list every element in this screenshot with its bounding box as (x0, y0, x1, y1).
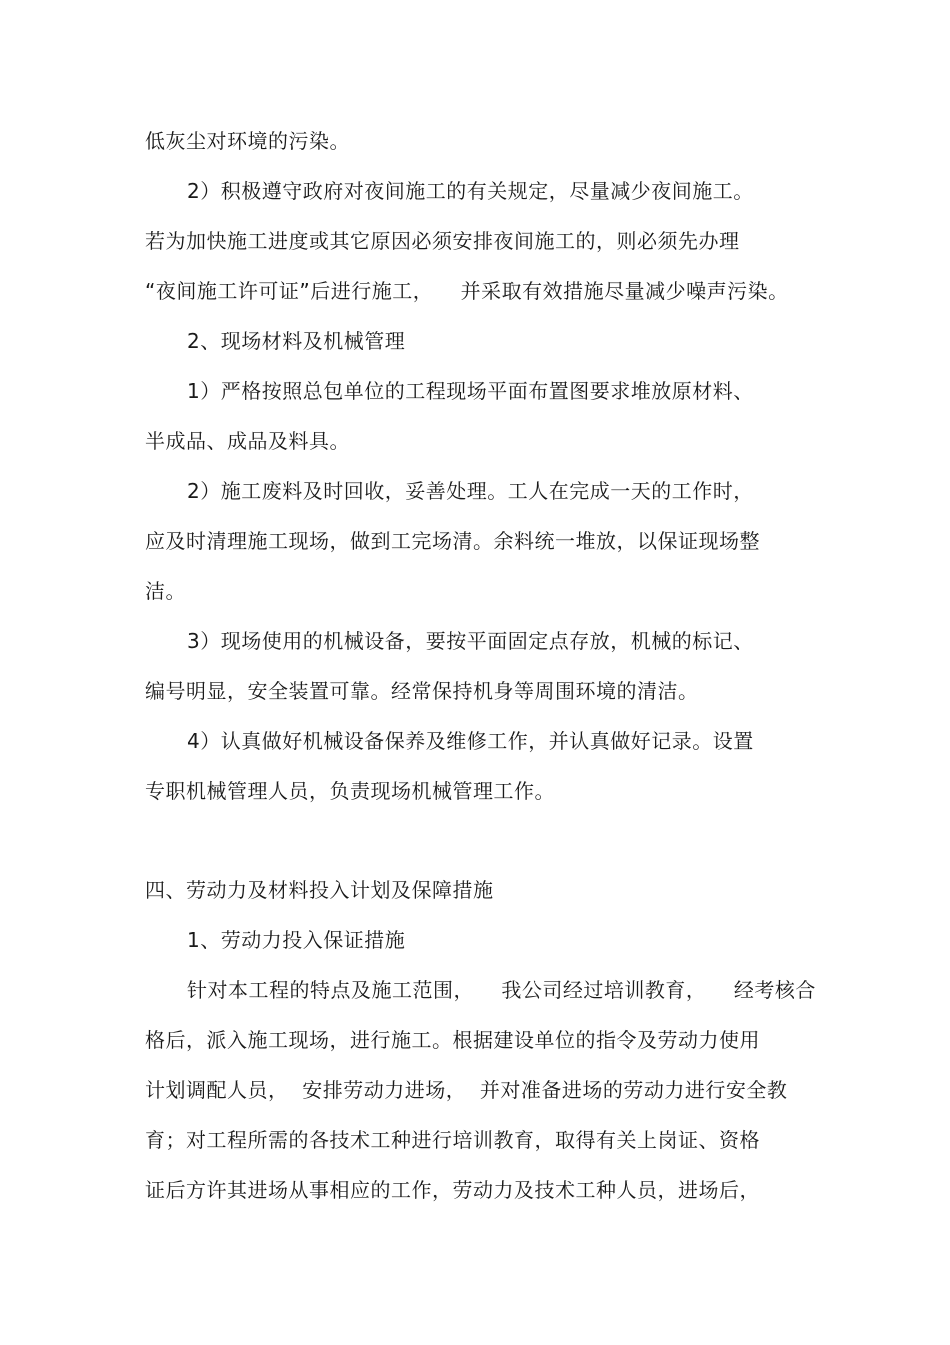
text-line: 半成品、成品及料具。 (145, 429, 350, 453)
section-heading: 1、劳动力投入保证措施 (187, 928, 406, 952)
text-line: 2）积极遵守政府对夜间施工的有关规定，尽量减少夜间施工。 (187, 179, 754, 203)
text-line: 低灰尘对环境的污染。 (145, 129, 350, 153)
text-line: 1）严格按照总包单位的工程现场平面布置图要求堆放原材料、 (187, 379, 754, 403)
text-line: 2）施工废料及时回收，妥善处理。工人在完成一天的工作时， (187, 479, 754, 503)
text-line: “夜间施工许可证”后进行施工， 并采取有效措施尽量减少噪声污染。 (145, 279, 789, 303)
text-line: 3）现场使用的机械设备，要按平面固定点存放，机械的标记、 (187, 629, 754, 653)
text-line: 4）认真做好机械设备保养及维修工作，并认真做好记录。设置 (187, 729, 754, 753)
text-line: 育；对工程所需的各技术工种进行培训教育，取得有关上岗证、资格 (145, 1128, 760, 1152)
text-line: 若为加快施工进度或其它原因必须安排夜间施工的，则必须先办理 (145, 229, 740, 253)
text-line: 编号明显，安全装置可靠。经常保持机身等周围环境的清洁。 (145, 679, 699, 703)
text-line: 专职机械管理人员，负责现场机械管理工作。 (145, 779, 555, 803)
section-heading: 2、现场材料及机械管理 (187, 329, 406, 353)
text-line: 证后方许其进场从事相应的工作，劳动力及技术工种人员，进场后， (145, 1178, 760, 1202)
text-line: 洁。 (145, 579, 186, 603)
text-line: 格后，派入施工现场，进行施工。根据建设单位的指令及劳动力使用 (145, 1028, 760, 1052)
text-line: 应及时清理施工现场，做到工完场清。余料统一堆放，以保证现场整 (145, 529, 760, 553)
chapter-heading: 四、劳动力及材料投入计划及保障措施 (145, 878, 494, 902)
text-line: 计划调配人员， 安排劳动力进场， 并对准备进场的劳动力进行安全教 (145, 1078, 788, 1102)
text-line: 针对本工程的特点及施工范围， 我公司经过培训教育， 经考核合 (187, 978, 816, 1002)
